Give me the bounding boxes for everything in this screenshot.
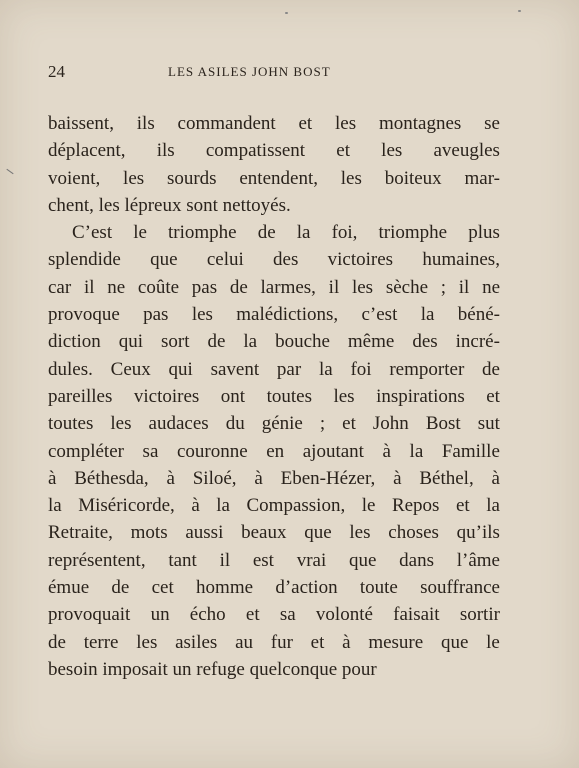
running-title: LES ASILES JOHN BOST [168,64,331,79]
text-line: dules. Ceux qui savent par la foi remporter de [48,358,500,380]
text-line: déplacent, ils compatissent et les aveugles [48,140,500,162]
text-line: baissent, ils commandent et les montagnes se [48,113,500,134]
text-line: besoin imposait un refuge quelconque pour [48,658,377,680]
page-number: 24 [48,62,65,81]
text-line: représentent, tant il est vrai que dans l’âme [48,549,500,571]
text-line: de terre les asiles au fur et à mesure que le [48,631,500,653]
text-line: chent, les lépreux sont nettoyés. [48,194,291,216]
text-line: à Béthesda, à Siloé, à Eben-Hézer, à Béthel, à [48,467,500,489]
text-line: provoquait un écho et sa volonté faisait sortir [48,604,500,626]
text-line: car il ne coûte pas de larmes, il les sèche ; il ne [48,276,500,298]
text-line: C’est le triomphe de la foi, triomphe plus [72,222,500,244]
speck [518,10,521,12]
text-line: Retraite, mots aussi beaux que les choses qu’ils [48,522,500,544]
text-line: toutes les audaces du génie ; et John Bost sut [48,413,500,435]
speck [285,12,288,14]
text-line: voient, les sourds entendent, les boiteux mar- [48,167,500,189]
text-line: pareilles victoires ont toutes les inspirations et [48,385,500,407]
text-line: émue de cet homme d’action toute souffrance [48,577,500,599]
text-line: provoque pas les malédictions, c’est la béné- [48,304,500,326]
text-line: compléter sa couronne en ajoutant à la Famille [48,440,500,462]
text-line: diction qui sort de la bouche même des incré- [48,331,500,353]
body-text [48,110,500,683]
text-line: splendide que celui des victoires humaines, [48,249,500,271]
margin-mark [6,169,13,174]
page-header [48,62,531,82]
text-line: la Miséricorde, à la Compassion, le Repos et la [48,495,500,517]
